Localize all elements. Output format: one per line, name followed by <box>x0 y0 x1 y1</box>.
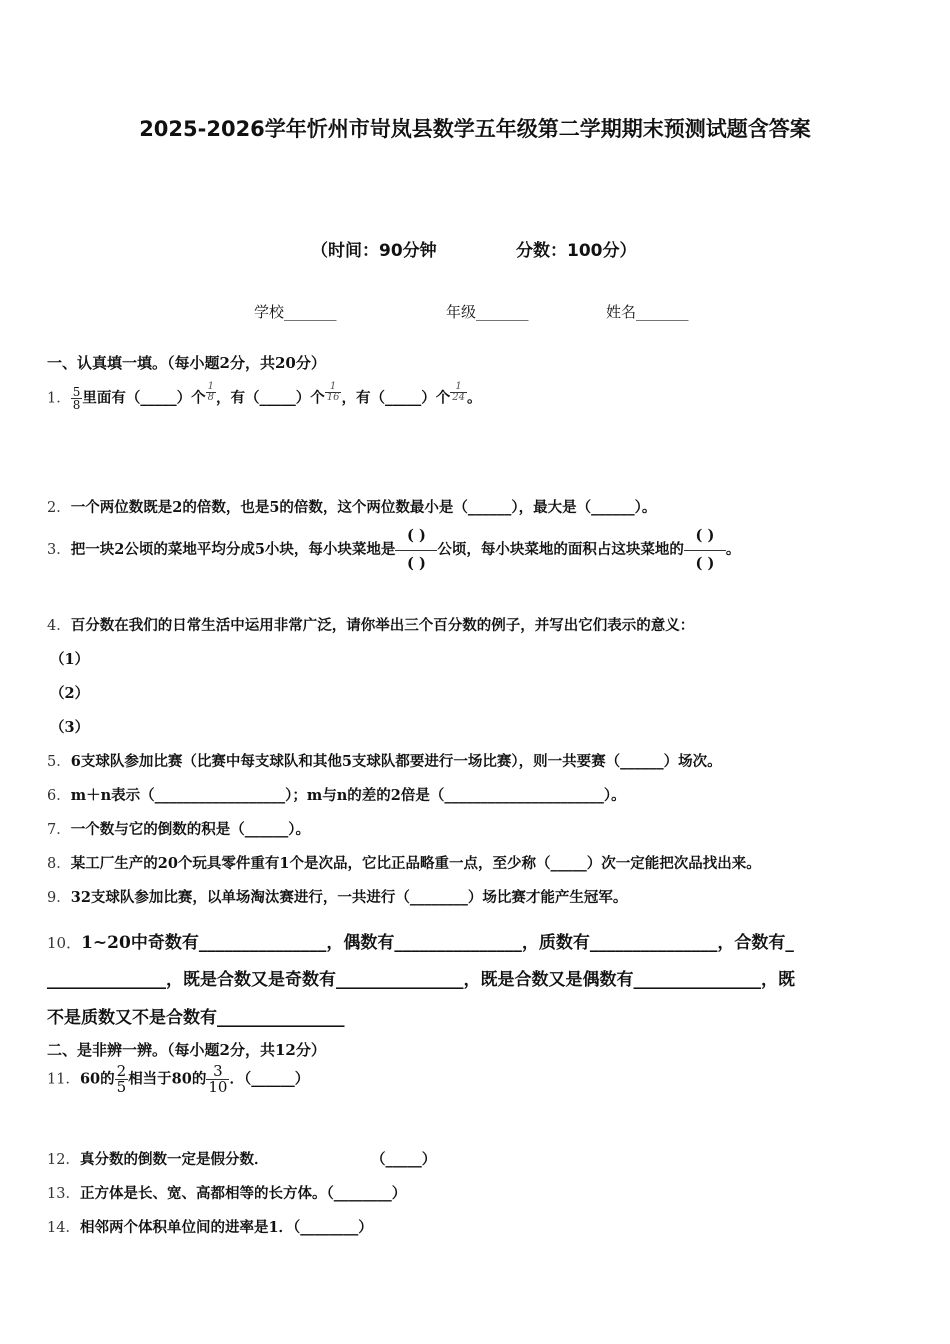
q11-text-3: ．（______） <box>229 1070 310 1088</box>
question-text: 真分数的倒数一定是假分数． <box>79 1151 269 1168</box>
question-number: 8． <box>47 856 71 872</box>
question-text: 32支球队参加比赛，以单场淘汰赛进行，一共进行（________）场比赛才能产生冠军。 <box>70 889 628 906</box>
q3-text-1: 把一块2公顷的菜地平均分成5小块，每小块菜地是 <box>70 541 396 558</box>
fraction-b: $\frac{1}{16}$ <box>326 381 340 403</box>
q3-text-2: 公顷，每小块菜地的面积占这块菜地的 <box>437 541 684 558</box>
question-text: 百分数在我们的日常生活中运用非常广泛，请你举出三个百分数的例子，并写出它们表示的意义： <box>70 617 695 634</box>
q3-text-3: 。 <box>725 541 741 558</box>
q11-text-1: 60的 <box>79 1070 115 1088</box>
question-text: 6支球队参加比赛（比赛中每支球队和其他5支球队都要进行一场比赛），则一共要赛（______）场次。 <box>70 753 722 770</box>
exam-time: （时间：90分钟 <box>311 241 437 261</box>
question-number: 4． <box>47 618 71 634</box>
question-number: 9． <box>47 890 71 906</box>
fraction-a: $\frac{2}{5}$ <box>116 1062 127 1096</box>
question-8 <box>47 852 761 873</box>
question-2 <box>47 496 656 517</box>
question-6 <box>47 784 626 805</box>
question-number: 2． <box>47 500 71 516</box>
question-5 <box>47 750 722 771</box>
blank-fraction-2: ( ) ( ) <box>684 529 726 571</box>
question-number: 1． <box>47 390 71 407</box>
question-text: 相邻两个体积单位间的进率是1．（________） <box>79 1219 373 1236</box>
fraction-a: $\frac{1}{8}$ <box>207 381 214 403</box>
question-number: 13． <box>47 1186 80 1202</box>
question-13 <box>47 1182 406 1203</box>
question-text: 某工厂生产的20个玩具零件重有1个是次品，它比正品略重一点，至少称（_____）次一定能把次品找出来。 <box>70 855 761 872</box>
question-12 <box>47 1148 268 1169</box>
question-number: 6． <box>47 788 71 804</box>
school-field: 学校_______ <box>254 303 337 321</box>
q10-text-1: 1~20中奇数有_______________，偶数有_______________，质数有_______________，合数有_ <box>81 933 794 953</box>
q4-item-3: （3） <box>50 719 90 736</box>
q4-item-1: （1） <box>50 651 90 668</box>
q1-text-3: ，有（_____）个 <box>341 389 451 407</box>
question-10-line-2: ______________，既是合数又是奇数有_______________，既是合数又是偶数有_______________，既 <box>47 970 795 990</box>
question-text: 正方体是长、宽、高都相等的长方体。（________） <box>79 1185 407 1202</box>
section-1-heading: 一、认真填一填。（每小题2分，共20分） <box>47 354 326 372</box>
q11-text-2: 相当于80的 <box>128 1070 207 1088</box>
question-7 <box>47 818 310 839</box>
question-number: 5． <box>47 754 71 770</box>
q4-item-2: （2） <box>50 685 90 702</box>
question-number: 12． <box>47 1152 80 1168</box>
fraction-b: $\frac{3}{10}$ <box>208 1062 228 1096</box>
question-10-line-1 <box>47 928 794 953</box>
question-text: 一个数与它的倒数的积是（______）。 <box>70 821 310 838</box>
question-3 <box>47 529 740 571</box>
question-14 <box>47 1216 373 1237</box>
question-number: 11． <box>47 1071 80 1088</box>
question-10-line-3: 不是质数又不是合数有_______________ <box>47 1008 345 1028</box>
exam-score: 分数：100分） <box>516 241 637 261</box>
question-text: 一个两位数既是2的倍数，也是5的倍数，这个两位数最小是（______），最大是（______）。 <box>70 499 657 516</box>
question-11 <box>47 1064 309 1095</box>
q1-text-4: 。 <box>466 389 482 407</box>
q12-answer-blank: （_____） <box>371 1151 437 1168</box>
question-text: m＋n表示（__________________）；m与n的差的2倍是（______________________）。 <box>70 787 626 804</box>
question-number: 3． <box>47 542 71 558</box>
q1-text-2: ，有（_____）个 <box>216 389 325 407</box>
name-field: 姓名_______ <box>606 303 689 321</box>
question-1 <box>47 381 482 412</box>
grade-field: 年级_______ <box>446 303 529 321</box>
question-4 <box>47 614 694 635</box>
blank-fraction-1: ( ) ( ) <box>395 529 437 571</box>
question-number: 14． <box>47 1220 80 1236</box>
q1-text-1: 里面有（_____）个 <box>82 389 206 407</box>
fraction-main: $\frac{5}{8}$ <box>72 385 81 412</box>
question-number: 10． <box>47 934 82 952</box>
section-2-heading: 二、是非辨一辨。（每小题2分，共12分） <box>47 1041 326 1059</box>
question-number: 7． <box>47 822 71 838</box>
fraction-c: $\frac{1}{24}$ <box>452 381 465 403</box>
page-title: 2025-2026学年忻州市岢岚县数学五年级第二学期期末预测试题含答案 <box>139 117 811 141</box>
question-9 <box>47 886 627 907</box>
